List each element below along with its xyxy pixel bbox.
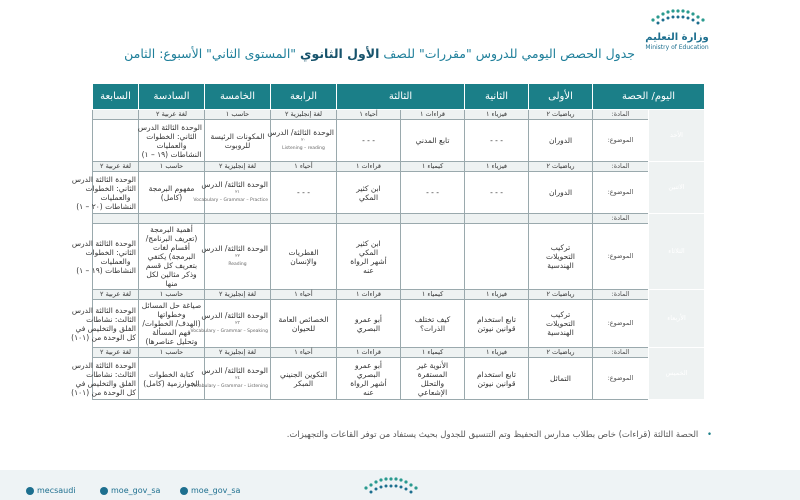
subject-cell: لغة عربية ٢ xyxy=(93,290,139,300)
header-period-2: الثانية xyxy=(465,84,529,110)
topic-line: الوحدة الثالثة الدرس xyxy=(137,122,202,132)
topic-line: الوحدة الثالثة الدرس xyxy=(71,238,136,248)
topic-line: المكي xyxy=(358,247,379,257)
subject-label: المادة: xyxy=(593,348,649,358)
subject-cell xyxy=(93,110,139,120)
topic-line: البرمجة) يكتفي xyxy=(147,252,196,261)
subject-cell: فيزياء ١ xyxy=(465,162,529,172)
subject-cell: كيمياء ١ xyxy=(401,290,465,300)
subject-label: المادة: xyxy=(593,214,649,224)
topic-cell xyxy=(465,358,529,400)
topic-line: الوحدة الثالثة/ الدرس xyxy=(201,311,268,320)
topic-line: منها xyxy=(165,279,178,288)
subject-cell: لغة إنجليزية ٢ xyxy=(205,348,271,358)
table-row xyxy=(93,214,705,224)
topic-line: - - - xyxy=(490,136,503,145)
topic-line: النشاطات (١٩ – ١) xyxy=(141,149,202,159)
topic-subline: Vocabulary – Grammar – Listening xyxy=(190,384,268,389)
topic-line: التماثل xyxy=(550,374,572,383)
topic-line: والعمليات xyxy=(100,192,131,202)
topic-cell xyxy=(401,358,465,400)
topic-line: كل الوحدة من (١٠١) xyxy=(71,332,136,342)
topic-label: الموضوع: xyxy=(593,120,649,162)
topic-cell xyxy=(193,172,271,214)
day-cell: الثلاثاء xyxy=(649,214,705,290)
topic-line: - - - xyxy=(362,136,375,145)
subject-cell xyxy=(337,214,401,224)
topic-cell xyxy=(271,224,337,290)
table-row xyxy=(93,172,705,214)
topic-subline: ٢١ xyxy=(235,190,240,195)
topic-line: تابع استخدام xyxy=(477,369,516,379)
header-period-4: الرابعة xyxy=(271,84,337,110)
subject-cell xyxy=(205,214,271,224)
topic-cell xyxy=(71,224,139,290)
header-period-3: الثالثة xyxy=(337,84,465,110)
topic-cell xyxy=(139,120,205,162)
topic-cell xyxy=(267,120,337,162)
topic-line: كل الوحدة من (١٠١) xyxy=(71,387,136,397)
header-period-1: الأولى xyxy=(529,84,593,110)
table-row xyxy=(93,290,705,300)
subject-cell: قراءات ١ xyxy=(401,110,465,120)
footer-twitter[interactable] xyxy=(180,486,240,495)
subject-cell: فيزياء ١ xyxy=(465,290,529,300)
subject-cell: لغة إنجليزية ٢ xyxy=(205,290,271,300)
subject-cell xyxy=(401,214,465,224)
topic-line: ابن كثير xyxy=(356,183,381,193)
topic-line: الهندسية xyxy=(547,328,574,337)
header-period-5: الخامسة xyxy=(205,84,271,110)
topic-line: وتحليل عناصرها) xyxy=(145,337,198,346)
topic-subline: Listening – reading xyxy=(282,146,325,151)
topic-line: تركيب xyxy=(550,310,571,319)
topic-line: (تعريف البرنامج/ xyxy=(145,234,198,243)
bullet-icon: • xyxy=(706,430,712,440)
subject-cell: رياضيات ٢ xyxy=(529,348,593,358)
topic-line: المستقرة xyxy=(417,369,448,379)
topic-line: البصري xyxy=(356,369,381,379)
topic-line: الهندسية xyxy=(547,261,574,270)
subject-cell xyxy=(529,214,593,224)
subject-cell xyxy=(271,214,337,224)
topic-line: النشاطات (١٩ – ١) xyxy=(76,265,136,275)
day-cell: الاثنين xyxy=(649,162,705,214)
topic-line: والتحلل xyxy=(420,378,445,388)
subject-label: المادة: xyxy=(593,162,649,172)
topic-line: (كامل) xyxy=(160,192,183,202)
topic-line: قوانين نيوتن xyxy=(477,378,516,388)
footer-facebook[interactable] xyxy=(26,486,76,495)
subject-cell: فيزياء ١ xyxy=(465,348,529,358)
topic-line: الفلق والتخليص في xyxy=(75,323,136,333)
subject-cell: حاسب ١ xyxy=(139,348,205,358)
table-row xyxy=(93,348,705,358)
topic-cell xyxy=(190,300,271,348)
topic-cell xyxy=(401,172,465,214)
table-row xyxy=(93,162,705,172)
header-day-period: اليوم/ الحصة xyxy=(593,84,705,110)
topic-line: الوحدة الثالثة/ الدرس xyxy=(201,366,268,375)
subject-cell: قراءات ١ xyxy=(337,162,401,172)
topic-cell xyxy=(139,172,205,214)
topic-line: ابن كثير xyxy=(356,238,381,248)
subject-cell xyxy=(93,214,139,224)
topic-line: أهمية البرمجة xyxy=(150,225,193,234)
topic-cell xyxy=(201,224,271,290)
subject-cell: رياضيات ٢ xyxy=(529,162,593,172)
topic-cell xyxy=(190,358,271,400)
topic-cell xyxy=(465,300,529,348)
subject-cell: قراءات ١ xyxy=(337,290,401,300)
topic-cell xyxy=(71,358,139,400)
topic-cell xyxy=(529,172,593,214)
topic-line: المبكر xyxy=(293,378,314,388)
topic-cell xyxy=(271,300,337,348)
footer-bar xyxy=(0,470,800,500)
subject-cell xyxy=(465,214,529,224)
topic-cell xyxy=(337,300,401,348)
topic-cell xyxy=(401,120,465,162)
topic-line: (الهدف/ الخطوات/ xyxy=(142,319,201,328)
topic-cell xyxy=(465,172,529,214)
table-row xyxy=(93,110,705,120)
topic-line: قوانين نيوتن xyxy=(477,323,516,333)
subject-cell: لغة إنجليزية ٢ xyxy=(271,110,337,120)
topic-line: عنه xyxy=(363,265,374,275)
topic-line: الثاني: الخطوات xyxy=(85,183,136,193)
topic-line: والإنسان xyxy=(290,256,317,266)
topic-line: الثاني: الخطوات xyxy=(146,131,197,141)
topic-cell xyxy=(465,224,529,290)
topic-line: كتابة الخطوات xyxy=(149,369,194,379)
topic-line: الثاني: الخطوات xyxy=(85,247,136,257)
topic-line: أبو عمرو xyxy=(355,314,383,324)
subject-cell: لغة عربية ٢ xyxy=(139,110,205,120)
topic-cell xyxy=(71,172,139,214)
topic-line: المكونات الرئيسة xyxy=(210,131,265,141)
topic-line: مفهوم البرمجة xyxy=(148,183,195,193)
topic-line: أقسام لغات xyxy=(153,243,190,252)
footnote xyxy=(232,430,712,440)
topic-line: الفلق والتخليص في xyxy=(75,378,136,388)
topic-line: أبو عمرو xyxy=(355,360,383,370)
topic-line: الثالث: نشاطات xyxy=(86,369,136,379)
topic-subline: Vocabulary – Grammar – Speaking xyxy=(190,329,268,334)
topic-line: وذكر مثالين لكل xyxy=(146,270,197,279)
subject-cell: لغة عربية ٢ xyxy=(93,348,139,358)
table-row xyxy=(93,120,705,162)
topic-line: كيف تختلف xyxy=(414,314,451,324)
topic-cell xyxy=(139,358,205,400)
ministry-logo xyxy=(642,6,712,52)
page-title xyxy=(124,46,635,66)
topic-line: - - - xyxy=(490,188,503,197)
footer-twitter-handle: moe_gov_sa xyxy=(191,486,241,495)
subject-cell: لغة عربية ٢ xyxy=(93,162,139,172)
topic-label: الموضوع: xyxy=(593,172,649,214)
topic-cell xyxy=(271,358,337,400)
topic-subline: Vocabulary – Grammar – Practice xyxy=(193,198,268,203)
topic-line: للحيوان xyxy=(291,323,316,333)
day-cell: الأحد xyxy=(649,110,705,162)
topic-line: الخصائص العامة xyxy=(278,314,329,324)
topic-line: وخطواتها xyxy=(157,310,186,319)
topic-line: القطريات xyxy=(288,247,319,257)
footer-logo-dots-icon xyxy=(360,474,422,496)
topic-line: - - - xyxy=(297,188,310,197)
footer-instagram[interactable] xyxy=(100,486,160,495)
topic-line: الخوارزمية (كامل) xyxy=(143,378,200,388)
topic-cell xyxy=(401,224,465,290)
subject-cell: حاسب ١ xyxy=(205,110,271,120)
topic-cell xyxy=(529,358,593,400)
table-body xyxy=(71,110,705,400)
subject-cell: فيزياء ١ xyxy=(465,110,529,120)
header-row xyxy=(93,84,705,110)
subject-cell: قراءات ١ xyxy=(337,348,401,358)
topic-line: الوحدة الثالثة الدرس xyxy=(71,305,136,315)
subject-cell xyxy=(139,214,205,224)
topic-line: الإشعاعي xyxy=(417,387,448,397)
table-row xyxy=(93,358,705,400)
topic-line: التحويلات xyxy=(546,319,575,328)
topic-cell xyxy=(401,300,465,348)
topic-cell xyxy=(337,358,401,400)
header-period-7: السابعة xyxy=(93,84,139,110)
topic-line: صياغة حل المسائل xyxy=(141,301,202,310)
topic-line: الوحدة الثالثة/ الدرس xyxy=(201,244,268,253)
topic-line: تابع استخدام xyxy=(477,314,516,324)
topic-line: الدوران xyxy=(548,188,573,197)
topic-label: الموضوع: xyxy=(593,224,649,290)
subject-cell: أحياء ١ xyxy=(271,348,337,358)
instagram-icon xyxy=(100,487,108,495)
topic-line: البصري xyxy=(356,323,381,333)
topic-line: تابع المدني xyxy=(415,136,450,145)
subject-cell: رياضيات ٢ xyxy=(529,110,593,120)
topic-cell xyxy=(465,120,529,162)
topic-line: عنه xyxy=(363,387,374,397)
topic-line: بتعريف كل قسم xyxy=(145,261,198,270)
schedule-table xyxy=(71,83,705,400)
topic-cell xyxy=(271,172,337,214)
logo-english-text: Ministry of Education xyxy=(645,44,709,51)
title-part-1: جدول الحصص اليومي للدروس "مقررات" للصف xyxy=(379,46,635,61)
subject-cell: أحياء ١ xyxy=(271,162,337,172)
facebook-icon xyxy=(26,487,34,495)
topic-line: والعمليات xyxy=(100,256,131,266)
subject-cell: كيمياء ١ xyxy=(401,348,465,358)
topic-cell xyxy=(529,300,593,348)
topic-line: الأنوية غير xyxy=(416,360,449,370)
title-part-2: "المستوى الثاني" الأسبوع: الثامن xyxy=(124,46,301,61)
topic-label: الموضوع: xyxy=(593,300,649,348)
topic-cell xyxy=(529,224,593,290)
topic-cell xyxy=(139,300,205,348)
topic-label: الموضوع: xyxy=(593,358,649,400)
topic-line: المكي xyxy=(358,192,379,202)
topic-cell xyxy=(337,120,401,162)
subject-cell: حاسب ١ xyxy=(139,290,205,300)
header-period-6: السادسة xyxy=(139,84,205,110)
title-highlight: الأول الثانوي xyxy=(300,46,380,61)
topic-line: الوحدة الثالثة الدرس xyxy=(71,360,136,370)
topic-line: والعمليات xyxy=(156,140,187,150)
topic-subline: ٢٤ xyxy=(235,376,240,381)
subject-cell: أحياء ١ xyxy=(271,290,337,300)
subject-label: المادة: xyxy=(593,290,649,300)
topic-subline: Reading xyxy=(228,262,247,267)
topic-line: للروبوت xyxy=(224,140,251,150)
twitter-icon xyxy=(180,487,188,495)
topic-cell xyxy=(529,120,593,162)
subject-cell: أحياء ١ xyxy=(337,110,401,120)
footer-facebook-handle: mecsaudi xyxy=(37,486,76,495)
topic-cell xyxy=(93,120,139,162)
topic-line: الوحدة الثالثة الدرس xyxy=(71,174,136,184)
topic-subline: ٢٠ xyxy=(301,138,306,143)
topic-line: أشهر الرواة xyxy=(350,256,387,266)
table-row xyxy=(93,300,705,348)
subject-cell: رياضيات ٢ xyxy=(529,290,593,300)
subject-cell: حاسب ١ xyxy=(139,162,205,172)
day-cell: الأربعاء xyxy=(649,290,705,348)
topic-cell xyxy=(337,172,401,214)
topic-line: أشهر الرواة xyxy=(350,378,387,388)
subject-cell: كيمياء ١ xyxy=(401,162,465,172)
topic-line: الذرات؟ xyxy=(419,323,446,333)
topic-line: الثالث: نشاطات xyxy=(86,314,136,324)
topic-cell xyxy=(71,300,139,348)
topic-line: - - - xyxy=(426,188,439,197)
logo-arabic-text: وزارة التعليم xyxy=(645,32,709,43)
topic-line: الوحدة الثالثة/ الدرس xyxy=(267,128,334,137)
logo-dots-icon xyxy=(647,6,707,28)
topic-line: الدوران xyxy=(548,136,573,145)
day-cell: الخميس xyxy=(649,348,705,400)
topic-line: التكوين الجنيني xyxy=(279,369,328,379)
topic-line: التحويلات xyxy=(546,252,575,261)
topic-subline: ٢٢ xyxy=(235,254,240,259)
table-row xyxy=(93,224,705,290)
subject-cell: لغة إنجليزية ٢ xyxy=(205,162,271,172)
topic-cell xyxy=(337,224,401,290)
topic-line: الوحدة الثالثة/ الدرس xyxy=(201,180,268,189)
topic-line: فهم المسألة xyxy=(152,328,191,337)
topic-line: تركيب xyxy=(550,243,571,252)
topic-cell xyxy=(139,224,205,290)
footnote-text: الحصة الثالثة (قراءات) خاص بطلاب مدارس التحفيظ وتم التنسيق للجدول بحيث يستفاد من توفر القاعات والتجهيزات. xyxy=(286,430,699,440)
footer-instagram-handle: moe_gov_sa xyxy=(111,486,161,495)
subject-label: المادة: xyxy=(593,110,649,120)
topic-cell xyxy=(205,120,271,162)
topic-subline: ٢٣ xyxy=(235,321,240,326)
topic-line: النشاطات (٢٠ – ١) xyxy=(76,201,136,211)
